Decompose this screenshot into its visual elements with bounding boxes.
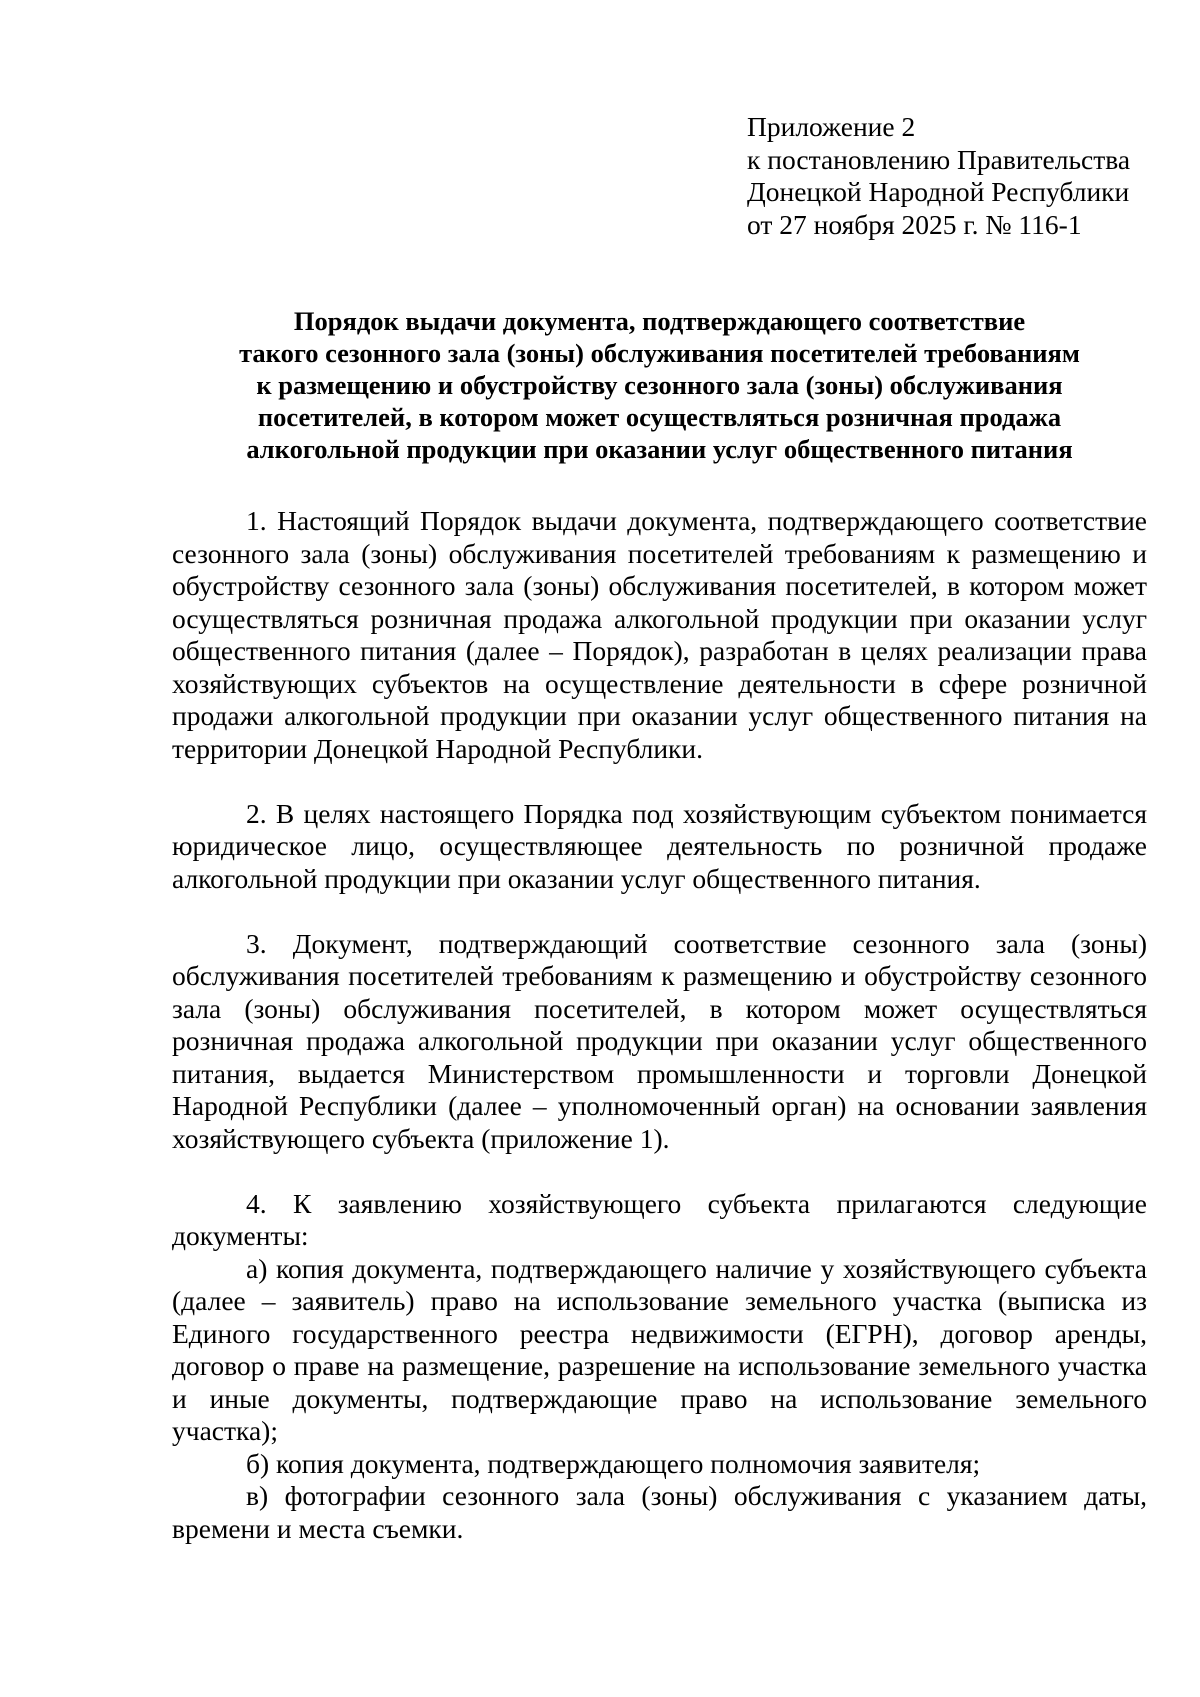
paragraph-2: 2. В целях настоящего Порядка под хозяйствующим субъектом понимается юридическое лицо, осуществляющее деятельность по розничной продаже алкогольной продукции при оказании услуг общественного питания. xyxy=(172,797,1147,894)
paragraph-gap xyxy=(172,1155,1147,1188)
title-line: такого сезонного зала (зоны) обслуживания посетителей требованиям xyxy=(239,338,1080,368)
appendix-line: Приложение 2 xyxy=(747,111,916,142)
paragraph-1: 1. Настоящий Порядок выдачи документа, подтверждающего соответствие сезонного зала (зоны) обслуживания посетителей требованиям к размещению и обустройству сезонного зала (зоны) обслуживания посетителей, в котором может осуществляться розничная продажа алкогольной продукции при оказании услуг общественного питания (далее – Порядок), разработан в целях реализации права хозяйствующих субъектов на осуществление деятельности в сфере розничной продажи алкогольной продукции при оказании услуг общественного питания на территории Донецкой Народной Республики. xyxy=(172,505,1147,764)
title-line: посетителей, в котором может осуществляться розничная продажа xyxy=(257,402,1062,432)
paragraph-4: 4. К заявлению хозяйствующего субъекта прилагаются следующие документы: xyxy=(172,1187,1147,1251)
document-title xyxy=(172,305,1147,465)
paragraph-gap xyxy=(172,765,1147,798)
paragraph-4a: а) копия документа, подтверждающего наличие у хозяйствующего субъекта (далее – заявитель) право на использование земельного участка (выписка из Единого государственного реестра недвижимости (ЕГРН), договор аренды, договор о праве на размещение, разрешение на использование земельного участка и иные документы, подтверждающие право на использование земельного участка); xyxy=(172,1252,1147,1446)
appendix-header xyxy=(747,111,1167,241)
paragraph-4c: в) фотографии сезонного зала (зоны) обслуживания с указанием даты, времени и места съемки. xyxy=(172,1480,1147,1544)
title-line: алкогольной продукции при оказании услуг общественного питания xyxy=(246,434,1073,464)
document-body xyxy=(172,505,1147,1545)
paragraph-3: 3. Документ, подтверждающий соответствие сезонного зала (зоны) обслуживания посетителей требованиям к размещению и обустройству сезонного зала (зоны) обслуживания посетителей, в котором может осуществляться розничная продажа алкогольной продукции при оказании услуг общественного питания, выдается Министерством промышленности и торговли Донецкой Народной Республики (далее – уполномоченный орган) на основании заявления хозяйствующего субъекта (приложение 1). xyxy=(172,927,1147,1154)
title-line: Порядок выдачи документа, подтверждающего соответствие xyxy=(293,306,1026,336)
appendix-line: к постановлению Правительства xyxy=(747,143,1131,175)
paragraph-gap xyxy=(172,895,1147,928)
paragraph-4b: б) копия документа, подтверждающего полномочия заявителя; xyxy=(246,1447,981,1479)
appendix-line: от 27 ноября 2025 г. № 116-1 xyxy=(747,208,1082,240)
appendix-line: Донецкой Народной Республики xyxy=(747,176,1130,207)
title-line: к размещению и обустройству сезонного зала (зоны) обслуживания xyxy=(256,370,1063,400)
